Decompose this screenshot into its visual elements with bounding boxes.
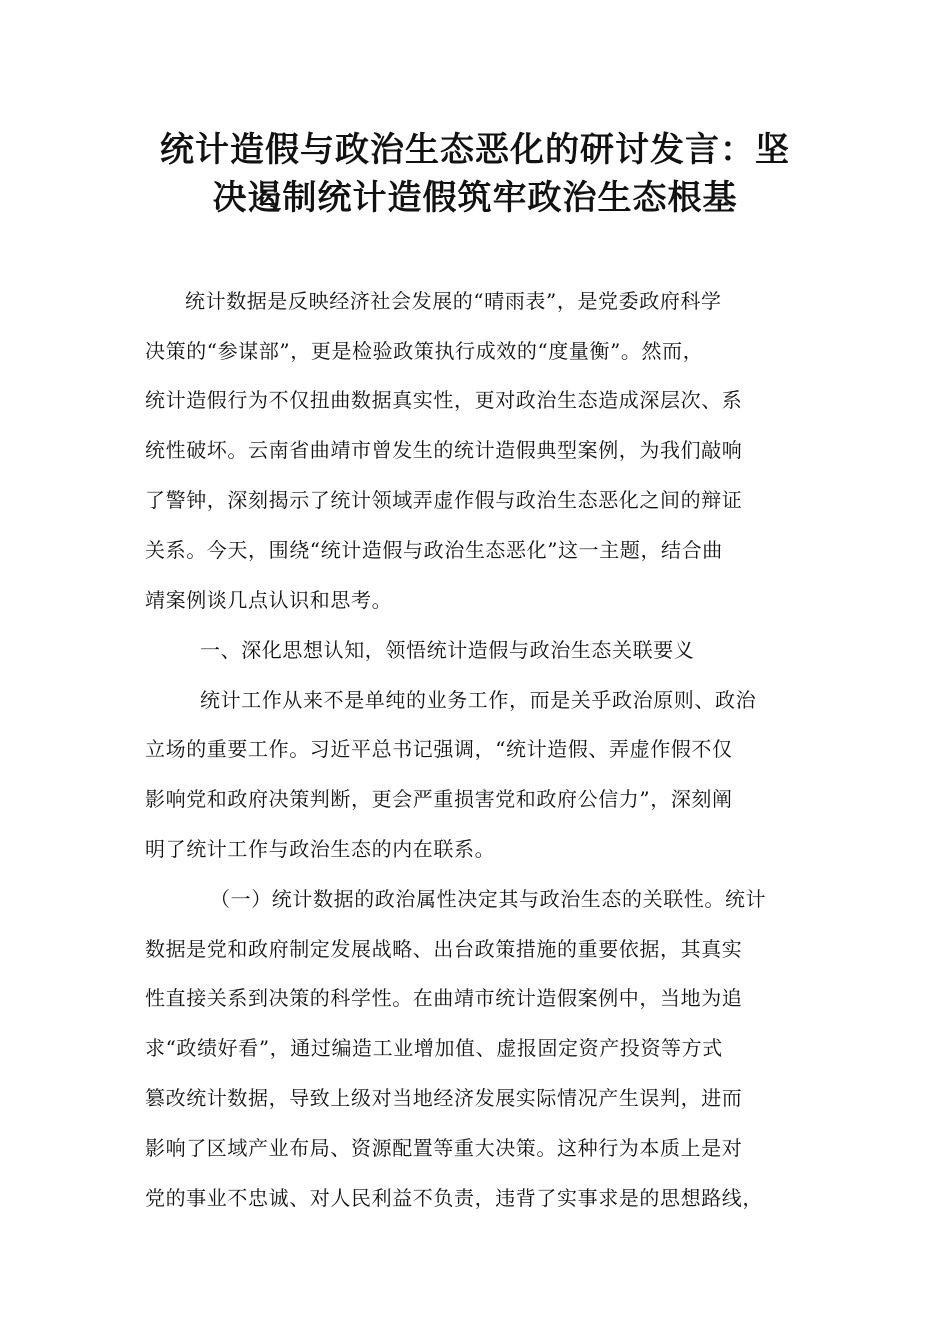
para2-line-4: 明了统计工作与政治生态的内在联系。 [145,837,496,861]
para3-line-1: （一）统计数据的政治属性决定其与政治生态的关联性。统计 [210,887,767,911]
document-title [140,126,810,222]
para3-line-4: 求“政绩好看”，通过编造工业增加值、虚报固定资产投资等方式 [145,1036,723,1060]
intro-line-5: 了警钟，深刻揭示了统计领域弄虚作假与政治生态恶化之间的辩证 [145,488,743,512]
intro-line-2: 决策的“参谋部”，更是检验政策执行成效的“度量衡”。然而， [145,339,704,363]
para3-line-2: 数据是党和政府制定发展战略、出台政策措施的重要依据，其真实 [145,937,743,961]
para2-line-2: 立场的重要工作。习近平总书记强调，“统计造假、弄虚作假不仅 [145,737,733,761]
title-line-1: 统计造假与政治生态恶化的研讨发言：坚 [160,130,790,170]
intro-line-6: 关系。今天，围绕“统计造假与政治生态恶化”这一主题，结合曲 [145,538,723,562]
para3-line-6: 影响了区域产业布局、资源配置等重大决策。这种行为本质上是对 [145,1136,743,1160]
section-heading-1: 一、深化思想认知，领悟统计造假与政治生态关联要义 [200,638,695,662]
para2-line-1: 统计工作从来不是单纯的业务工作，而是关乎政治原则、政治 [200,688,757,712]
para3-line-5: 篡改统计数据，导致上级对当地经济发展实际情况产生误判，进而 [145,1086,743,1110]
para3-line-3: 性直接关系到决策的科学性。在曲靖市统计造假案例中，当地为追 [145,986,743,1010]
para2-line-3: 影响党和政府决策判断，更会严重损害党和政府公信力”，深刻阐 [145,787,733,811]
intro-line-7: 靖案例谈几点认识和思考。 [145,588,393,612]
intro-line-1: 统计数据是反映经济社会发展的“晴雨表”，是党委政府科学 [185,289,722,313]
intro-line-3: 统计造假行为不仅扭曲数据真实性，更对政治生态造成深层次、系 [145,388,743,412]
para3-line-7: 党的事业不忠诚、对人民利益不负责，违背了实事求是的思想路线， [145,1186,763,1210]
title-line-2: 决遏制统计造假筑牢政治生态根基 [212,178,738,218]
intro-line-4: 统性破坏。云南省曲靖市曾发生的统计造假典型案例，为我们敲响 [145,438,743,462]
